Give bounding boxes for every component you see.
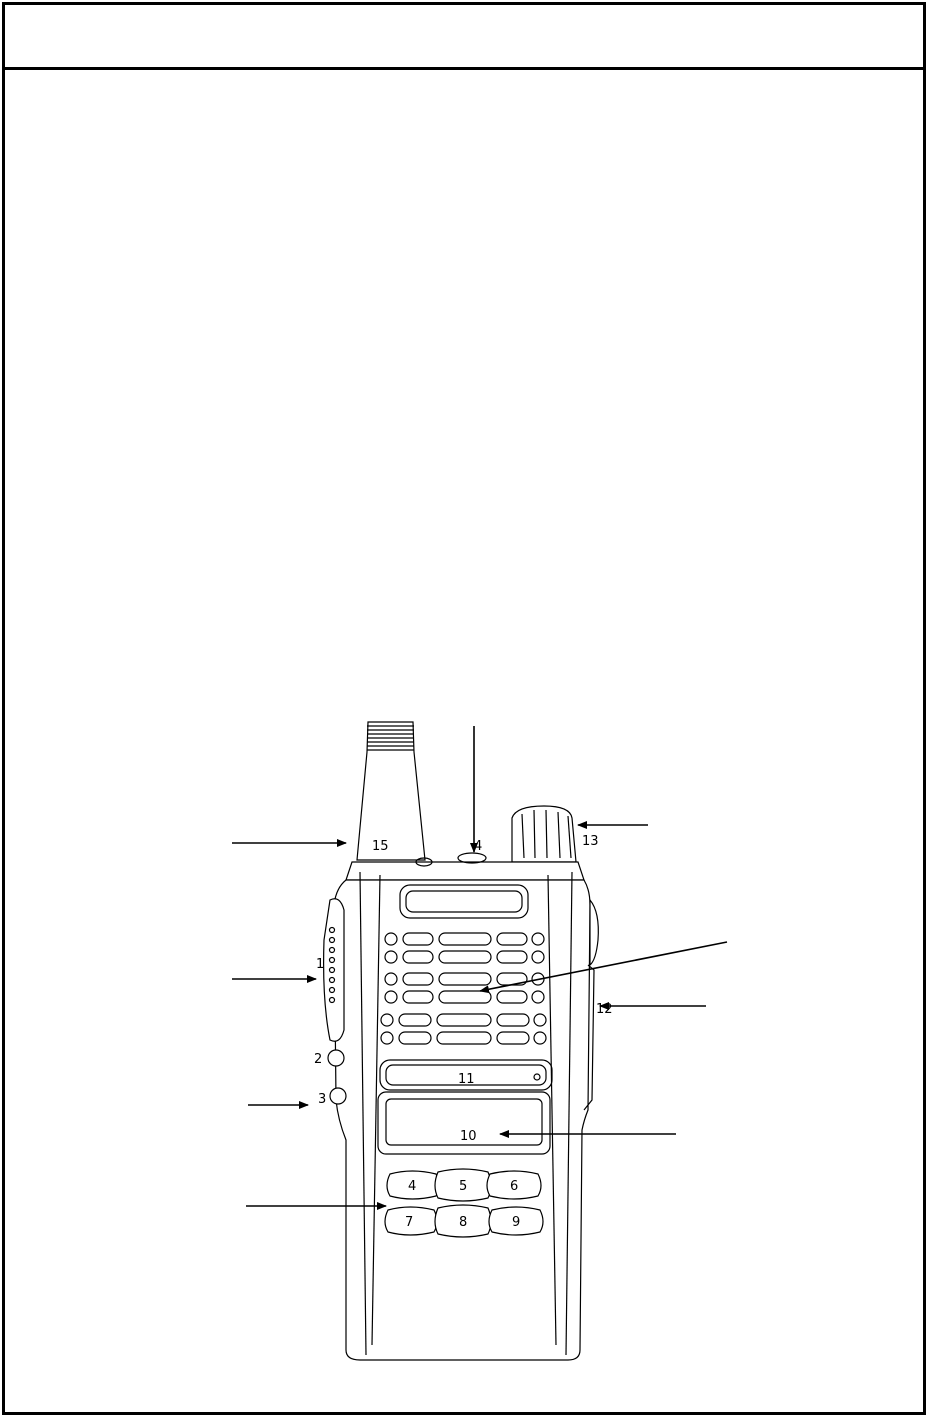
key-8: 8 <box>459 1215 468 1230</box>
callout-11: 11 <box>458 1072 475 1087</box>
callout-3: 3 <box>318 1092 327 1107</box>
key-4: 4 <box>408 1179 417 1194</box>
ptt-button <box>324 899 344 1042</box>
callout-2: 2 <box>314 1052 323 1067</box>
callout-4: 4 <box>474 839 483 854</box>
key-6: 6 <box>510 1179 519 1194</box>
side-key-3 <box>330 1088 346 1104</box>
key-5: 5 <box>459 1179 468 1194</box>
key-7: 7 <box>405 1215 414 1230</box>
callout-1: 1 <box>316 957 325 972</box>
callout-13: 13 <box>582 834 599 849</box>
callout-15: 15 <box>372 839 389 854</box>
key-9: 9 <box>512 1215 521 1230</box>
side-key-2 <box>328 1050 344 1066</box>
right-side-key <box>590 900 598 965</box>
callout-12: 12 <box>596 1002 613 1017</box>
antenna <box>357 722 425 860</box>
callout-10: 10 <box>460 1129 477 1144</box>
volume-knob <box>512 806 576 862</box>
